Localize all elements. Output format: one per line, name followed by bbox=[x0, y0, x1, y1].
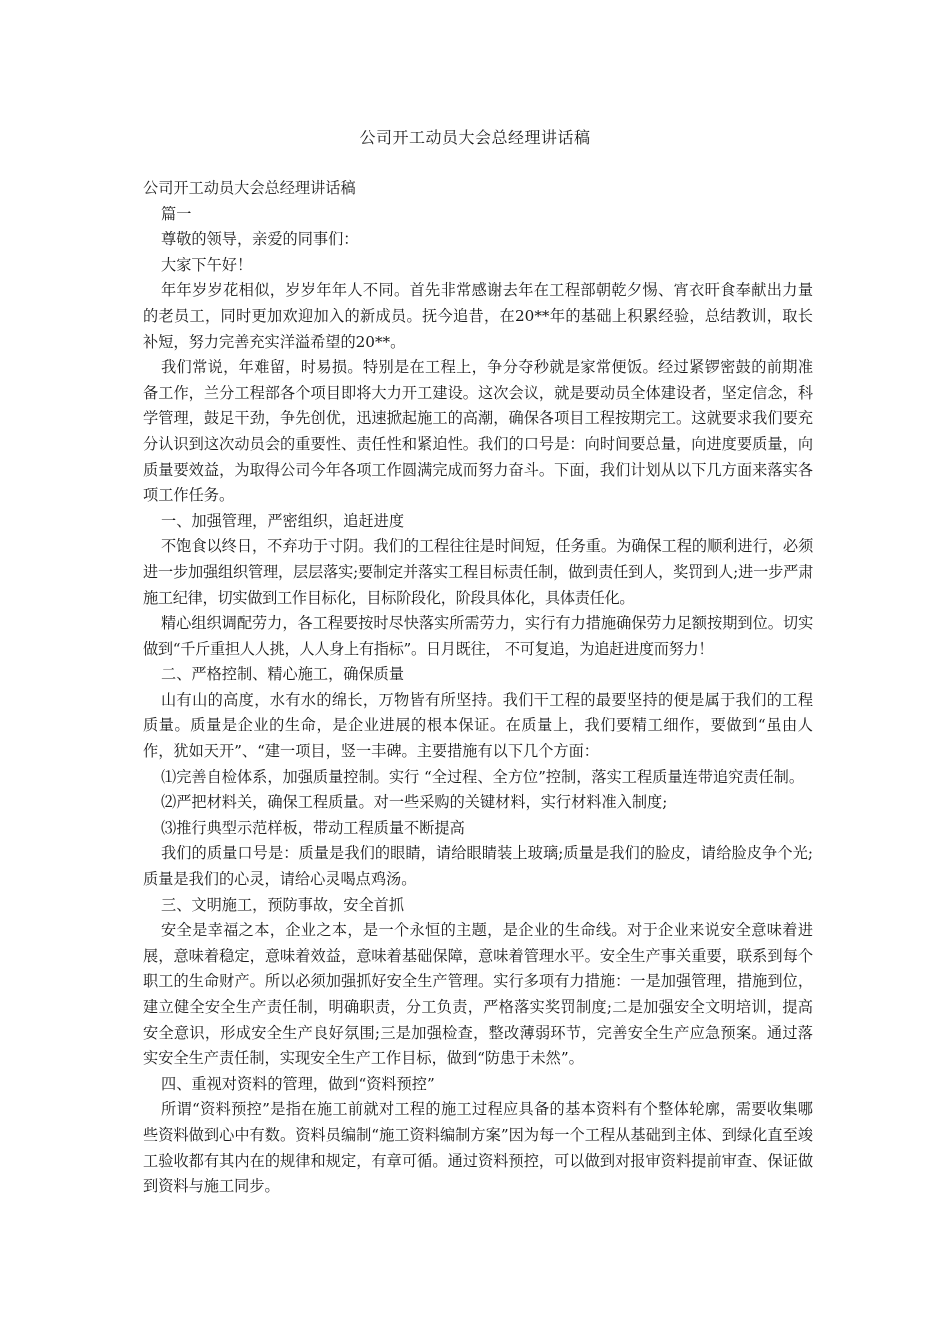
measure-item-1: ⑴完善自检体系，加强质量控制。实行 “全过程、全方位”控制，落实工程质量连带追究责任制。 bbox=[161, 767, 805, 786]
salutation: 尊敬的领导，亲爱的同事们： bbox=[161, 230, 359, 249]
paragraph-safety: 安全是幸福之本，企业之本，是一个永恒的主题，是企业的生命线。对于企业来说安全意味着进展，意味着稳定，意味着效益，意味着基础保障，意味着管理水平。安全生产事关重要，联系到每个职工的生命财产。所以必须加强抓好安全生产管理。实行多项有力措施：一是加强管理，措施到位，建立健全安全生产责任制，明确职责，分工负责，严格落实奖罚制度;二是加强安全文明培训，提高安全意识，形成安全生产良好氛围;三是加强检查，整改薄弱环节，完善安全生产应急预案。通过落实安全生产责任制，实现安全生产工作目标，做到“防患于未然”。 bbox=[143, 921, 813, 1068]
paragraph-quality: 山有山的高度，水有水的绵长，万物皆有所坚持。我们干工程的最要坚持的便是属于我们的工程质量。质量是企业的生命，是企业进展的根本保证。在质量上，我们要精工细作，要做到“虽由人作，犹如天开”、“建一项目，竖一丰碑。主要措施有以下几个方面： bbox=[143, 690, 813, 761]
paragraph-intro: 年年岁岁花相似，岁岁年年人不同。首先非常感谢去年在工程部朝乾夕惕、宵衣旰食奉献出力量的老员工，同时更加欢迎加入的新成员。抚今追昔，在20**年的基础上积累经验，总结教训，取长补短，努力完善充实洋溢希望的20**。 bbox=[143, 281, 813, 351]
paragraph-management: 不饱食以终日，不弃功于寸阴。我们的工程往往是时间短，任务重。为确保工程的顺利进行，必须进一步加强组织管理，层层落实;要制定并落实工程目标责任制，做到责任到人，奖罚到人;进一步严肃施工纪律，切实做到工作目标化，目标阶段化，阶段具体化，具体责任化。 bbox=[143, 537, 813, 607]
section-heading-1: 一、加强管理，严密组织，追赶进度 bbox=[161, 511, 404, 530]
section-heading-3: 三、文明施工，预防事故，安全首抓 bbox=[161, 895, 404, 914]
document-body bbox=[143, 176, 813, 1200]
body-heading: 公司开工动员大会总经理讲话稿 bbox=[143, 179, 356, 197]
section-heading-4: 四、重视对资料的管理，做到“资料预控” bbox=[161, 1074, 435, 1093]
section-heading-2: 二、严格控制、精心施工，确保质量 bbox=[161, 665, 404, 684]
paragraph-overview: 我们常说，年难留，时易损。特别是在工程上，争分夺秒就是家常便饭。经过紧锣密鼓的前期准备工作，兰分工程部各个项目即将大力开工建设。这次会议，就是要动员全体建设者，坚定信念，科学管理，鼓足干劲，争先创优，迅速掀起施工的高潮，确保各项目工程按期完工。这就要求我们要充分认识到这次动员会的重要性、责任性和紧迫性。我们的口号是：向时间要总量，向进度要质量，向质量要效益，为取得公司今年各项工作圆满完成而努力奋斗。下面，我们计划从以下几方面来落实各项工作任务。 bbox=[143, 358, 813, 505]
measure-item-3: ⑶推行典型示范样板，带动工程质量不断提高 bbox=[161, 818, 465, 837]
paragraph-documents: 所谓“资料预控”是指在施工前就对工程的施工过程应具备的基本资料有个整体轮廓，需要收集哪些资料做到心中有数。资料员编制“施工资料编制方案”因为每一个工程从基础到主体、到绿化直至竣工验收都有其内在的规律和规定，有章可循。通过资料预控，可以做到对报审资料提前审查、保证做到资料与施工同步。 bbox=[143, 1100, 813, 1196]
greeting: 大家下午好！ bbox=[161, 255, 253, 274]
paragraph-labor: 精心组织调配劳力，各工程要按时尽快落实所需劳力，实行有力措施确保劳力足额按期到位。切实做到“千斤重担人人挑，人人身上有指标”。日月既往， 不可复追，为追赶进度而努力！ bbox=[143, 614, 813, 658]
measure-item-2: ⑵严把材料关，确保工程质量。对一些采购的关键材料，实行材料准入制度; bbox=[161, 793, 668, 812]
section-label: 篇一 bbox=[161, 204, 192, 223]
paragraph-quality-slogan: 我们的质量口号是：质量是我们的眼睛，请给眼睛装上玻璃;质量是我们的脸皮，请给脸皮争个光;质量是我们的心灵，请给心灵喝点鸡汤。 bbox=[143, 844, 813, 889]
document-title: 公司开工动员大会总经理讲话稿 bbox=[359, 128, 591, 147]
